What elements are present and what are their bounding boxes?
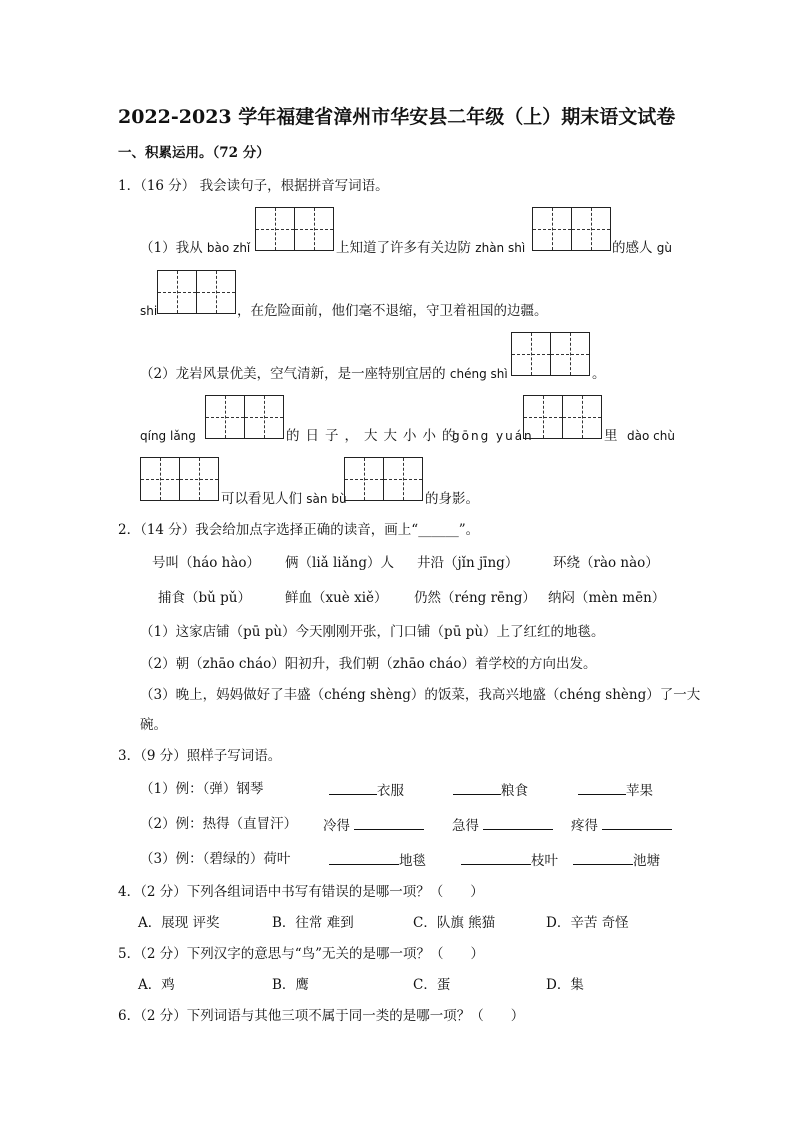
- q4-option-c[interactable]: C．队旗 熊猫: [413, 915, 496, 931]
- q2-heading: 2．（14 分）我会给加点字选择正确的读音，画上“______”。: [118, 522, 480, 538]
- writing-grid-daochu[interactable]: [140, 457, 219, 501]
- q3-fill-1c[interactable]: 苹果: [578, 783, 653, 799]
- page-title: 2022-2023 学年福建省漳州市华安县二年级（上）期末语文试卷: [118, 106, 676, 128]
- q2-option-3[interactable]: 井沿（jǐn jīng）: [417, 555, 519, 571]
- q1-s1-text: （1）我从 bào zhǐ: [140, 240, 251, 256]
- writing-grid-gongyuan[interactable]: [523, 395, 602, 439]
- q1-s2-text-e: 的身影。: [425, 491, 479, 507]
- q5-heading: 5．（2 分）下列汉字的意思与“鸟”无关的是哪一项？（ ）: [118, 946, 485, 962]
- writing-grid-gushi[interactable]: [157, 270, 236, 314]
- q1-s2-text-b: 的日子，大大小小的: [286, 428, 462, 444]
- pinyin-qinglang: qíng lǎng: [140, 429, 196, 443]
- q2-option-6[interactable]: 鲜血（xuè xiě）: [285, 590, 388, 606]
- q5-option-c[interactable]: C．蛋: [413, 977, 451, 993]
- writing-grid-qinglang[interactable]: [205, 395, 284, 439]
- q1-s2-text-d: 可以看见人们 sàn bù: [221, 491, 347, 507]
- q3-fill-2c[interactable]: 疼得: [571, 818, 672, 834]
- pinyin-baozhi: bào zhǐ: [206, 241, 251, 255]
- q3-fill-3b[interactable]: 枝叶: [461, 853, 558, 869]
- q2-option-2[interactable]: 俩（liǎ liǎng）人: [285, 555, 394, 571]
- q2-sentence-3: （3）晚上，妈妈做好了丰盛（chéng shèng）的饭菜，我高兴地盛（chéng shèng）了一大: [140, 687, 701, 703]
- section-heading: 一、积累运用。（72 分）: [118, 145, 270, 161]
- q4-option-a[interactable]: A．展现 评奖: [138, 915, 220, 931]
- writing-grid-zhanshi[interactable]: [532, 207, 611, 251]
- q3-example-2: （2）例：热得（直冒汗）: [140, 816, 298, 832]
- q5-option-b[interactable]: B．鹰: [272, 977, 309, 993]
- q2-option-1[interactable]: 号叫（háo hào）: [152, 555, 261, 571]
- pinyin-zhanshi: zhàn shì: [475, 241, 526, 255]
- q2-option-7[interactable]: 仍然（réng rēng）: [414, 590, 536, 606]
- q1-s2-period: 。: [592, 366, 606, 382]
- q1-s2-text-c: 里: [604, 428, 618, 444]
- pinyin-daochu: dào chù: [627, 429, 675, 443]
- q2-sentence-3-cont: 碗。: [140, 717, 167, 733]
- pinyin-chengshi: chéng shì: [449, 367, 508, 381]
- pinyin-gongyuan: gōng yuán: [452, 429, 534, 443]
- q4-heading: 4．（2 分）下列各组词语中书写有错误的是哪一项？（ ）: [118, 884, 484, 900]
- q1-s2-text: （2）龙岩风景优美，空气清新，是一座特别宜居的 chéng shì: [140, 366, 508, 382]
- q2-option-4[interactable]: 环绕（rào nào）: [553, 555, 659, 571]
- writing-grid-sanbu[interactable]: [344, 457, 423, 501]
- pinyin-shi: shi: [140, 304, 158, 318]
- q2-sentence-1: （1）这家店铺（pū pù）今天刚刚开张，门口铺（pū pù）上了红红的地毯。: [140, 624, 605, 640]
- q6-heading: 6．（2 分）下列词语与其他三项不属于同一类的是哪一项？（ ）: [118, 1008, 525, 1024]
- q1-s1-text-d: ，在危险面前，他们毫不退缩，守卫着祖国的边疆。: [237, 303, 548, 319]
- writing-grid-chengshi[interactable]: [511, 332, 590, 376]
- writing-grid-baozhi[interactable]: [255, 207, 334, 251]
- pinyin-sanbu: sàn bù: [306, 492, 347, 506]
- q2-option-8[interactable]: 纳闷（mèn mēn）: [548, 590, 666, 606]
- q3-example-1: （1）例：（弹）钢琴: [140, 781, 264, 797]
- q1-s1-text-b: 上知道了许多有关边防 zhàn shì: [336, 240, 526, 256]
- q1-s1-text-c: 的感人 gù: [612, 240, 673, 256]
- q3-fill-1a[interactable]: 衣服: [329, 783, 404, 799]
- pinyin-gu: gù: [656, 241, 673, 255]
- q5-option-a[interactable]: A．鸡: [138, 977, 175, 993]
- q3-fill-2b[interactable]: 急得: [452, 818, 553, 834]
- q3-fill-1b[interactable]: 粮食: [453, 783, 528, 799]
- q3-fill-3c[interactable]: 池塘: [573, 853, 660, 869]
- q1-heading: 1．（16 分） 我会读句子，根据拼音写词语。: [118, 178, 389, 194]
- q2-sentence-2: （2）朝（zhāo cháo）阳初升，我们朝（zhāo cháo）着学校的方向出发。: [140, 656, 597, 672]
- q3-example-3: （3）例：（碧绿的）荷叶: [140, 851, 291, 867]
- q2-option-5[interactable]: 捕食（bǔ pǔ）: [158, 590, 251, 606]
- q5-option-d[interactable]: D．集: [546, 977, 584, 993]
- q3-fill-3a[interactable]: 地毯: [329, 853, 426, 869]
- q4-option-b[interactable]: B．往常 难到: [272, 915, 354, 931]
- q3-fill-2a[interactable]: 冷得: [323, 818, 424, 834]
- q3-heading: 3．（9 分）照样子写词语。: [118, 748, 282, 764]
- q4-option-d[interactable]: D．辛苦 奇怪: [546, 915, 629, 931]
